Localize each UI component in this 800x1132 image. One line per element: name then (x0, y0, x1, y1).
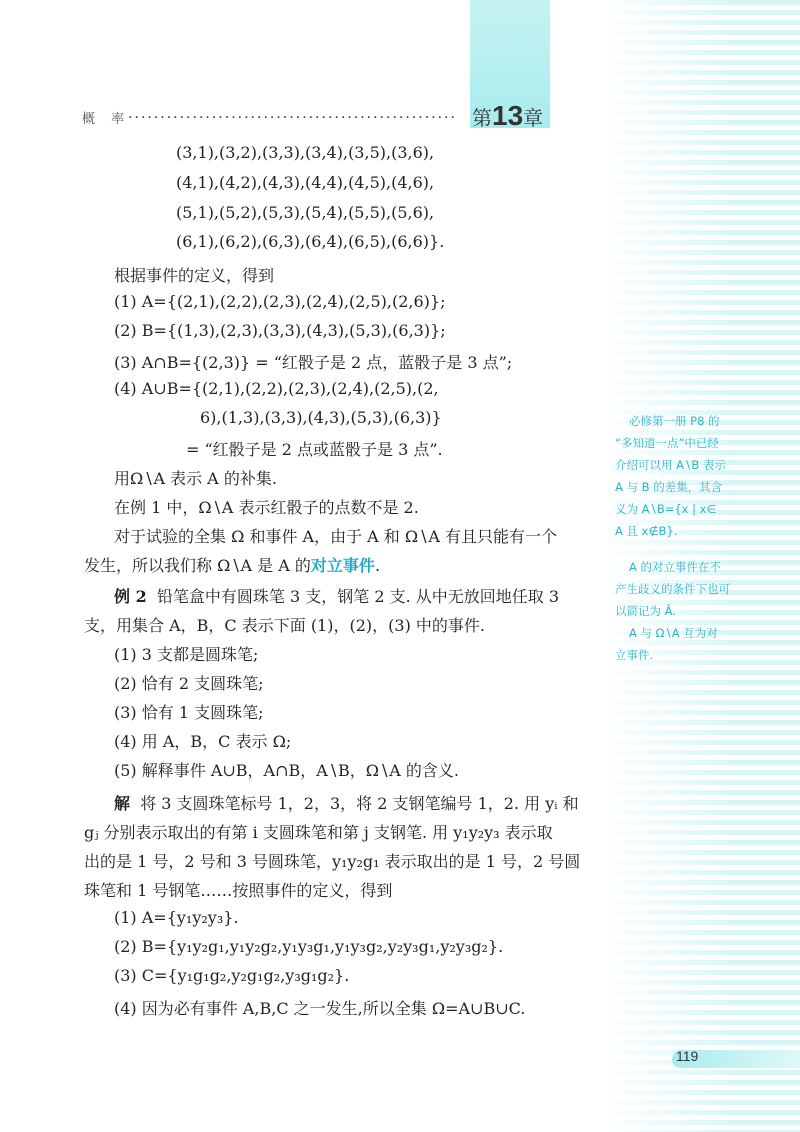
note-line: “多知道一点”中已经 (615, 436, 719, 450)
sample-space-line: (5,1),(5,2),(5,3),(5,4),(5,5),(5,6), (176, 203, 435, 222)
page-number: 119 (676, 1048, 699, 1064)
question-line: (2) 恰有 2 支圆珠笔; (114, 674, 264, 693)
section-label: 概 率 (82, 112, 131, 127)
answer-line: (2) B={(1,3),(2,3),(3,3),(4,3),(5,3),(6,3)}; (114, 321, 446, 340)
paragraph-line: 对于试验的全集 Ω 和事件 A，由于 A 和 Ω∖A 有且只能有一个 (114, 527, 557, 546)
note-line: A 与 B 的差集，其含 (615, 480, 723, 494)
term-highlight: 对立事件 (310, 556, 375, 575)
chapter-label (472, 100, 543, 132)
note-line: 义为 A∖B={x | x∈ (615, 502, 717, 516)
answer-line: (1) A={(2,1),(2,2),(2,3),(2,4),(2,5),(2,6)}; (114, 292, 446, 311)
text-run: 铅笔盒中有圆珠笔 3 支，钢笔 2 支. 从中无放回地任取 3 (156, 587, 560, 606)
result-line: (1) A={y₁y₂y₃}. (114, 908, 239, 927)
solution-line: 出的是 1 号，2 号和 3 号圆珠笔，y₁y₂g₁ 表示取出的是 1 号，2 号圆 (84, 852, 581, 871)
note-line: A 的对立事件在不 (629, 560, 722, 574)
paragraph-line: 在例 1 中，Ω∖A 表示红骰子的点数不是 2. (114, 498, 419, 517)
chapter-prefix: 第 (472, 106, 492, 130)
note-line: A 与 Ω∖A 互为对 (629, 626, 718, 640)
margin-note-difference-set (615, 410, 755, 542)
text-run: 发生，所以我们称 Ω∖A 是 A 的 (84, 556, 311, 575)
chapter-number: 13 (492, 100, 524, 131)
paragraph-line (84, 553, 380, 576)
note-line: 以简记为 Ā. (615, 604, 676, 618)
chapter-suffix: 章 (523, 106, 544, 130)
text-run: . (374, 556, 381, 575)
solution-line (114, 791, 579, 814)
answer-line: 6),(1,3),(3,3),(4,3),(5,3),(6,3)} (200, 408, 442, 427)
margin-note-complement-event (615, 556, 755, 666)
question-line: (4) 用 A，B，C 表示 Ω; (114, 732, 292, 751)
note-line: 介绍可以用 A∖B 表示 (615, 458, 726, 472)
result-line: (3) C={y₁g₁g₂,y₂g₁g₂,y₃g₁g₂}. (114, 966, 350, 985)
example-line (114, 584, 559, 607)
question-line: (3) 恰有 1 支圆珠笔; (114, 703, 264, 722)
result-line: (4) 因为必有事件 A,B,C 之一发生,所以全集 Ω=A∪B∪C. (114, 999, 526, 1018)
example-label: 例 2 (114, 587, 147, 606)
sample-space-line: (4,1),(4,2),(4,3),(4,4),(4,5),(4,6), (176, 173, 435, 192)
paragraph-line: 用Ω∖A 表示 A 的补集. (114, 469, 277, 488)
question-line: (1) 3 支都是圆珠笔; (114, 645, 259, 664)
result-line: (2) B={y₁y₂g₁,y₁y₂g₂,y₁y₃g₁,y₁y₃g₂,y₂y₃g₁,y₂y₃g₂}. (114, 937, 504, 956)
answer-line: (3) A∩B={(2,3)} = “红骰子是 2 点，蓝骰子是 3 点”; (114, 353, 513, 372)
note-line: A 且 x∉B}. (615, 524, 678, 538)
note-line: 必修第一册 P8 的 (629, 414, 720, 428)
answer-line: (4) A∪B={(2,1),(2,2),(2,3),(2,4),(2,5),(2, (114, 379, 439, 398)
header-dots: ................................................... (128, 106, 457, 122)
solution-line: 珠笔和 1 号钢笔……按照事件的定义，得到 (84, 881, 393, 900)
solution-label: 解 (114, 794, 131, 813)
question-line: (5) 解释事件 A∪B，A∩B，A∖B，Ω∖A 的含义. (114, 761, 459, 780)
solution-line: gⱼ 分别表示取出的有第 i 支圆珠笔和第 j 支钢笔. 用 y₁y₂y₃ 表示取 (84, 823, 553, 842)
answer-line: = “红骰子是 2 点或蓝骰子是 3 点”. (186, 440, 443, 459)
sample-space-line: (6,1),(6,2),(6,3),(6,4),(6,5),(6,6)}. (176, 232, 445, 251)
example-line: 支，用集合 A，B，C 表示下面 (1)，(2)，(3) 中的事件. (84, 616, 485, 635)
note-line: 产生歧义的条件下也可 (615, 582, 730, 596)
text-run: 将 3 支圆珠笔标号 1，2，3，将 2 支钢笔编号 1，2. 用 yᵢ 和 (140, 794, 579, 813)
sample-space-line: (3,1),(3,2),(3,3),(3,4),(3,5),(3,6), (176, 143, 435, 162)
note-line: 立事件. (615, 648, 654, 662)
paragraph-line: 根据事件的定义，得到 (114, 266, 275, 285)
